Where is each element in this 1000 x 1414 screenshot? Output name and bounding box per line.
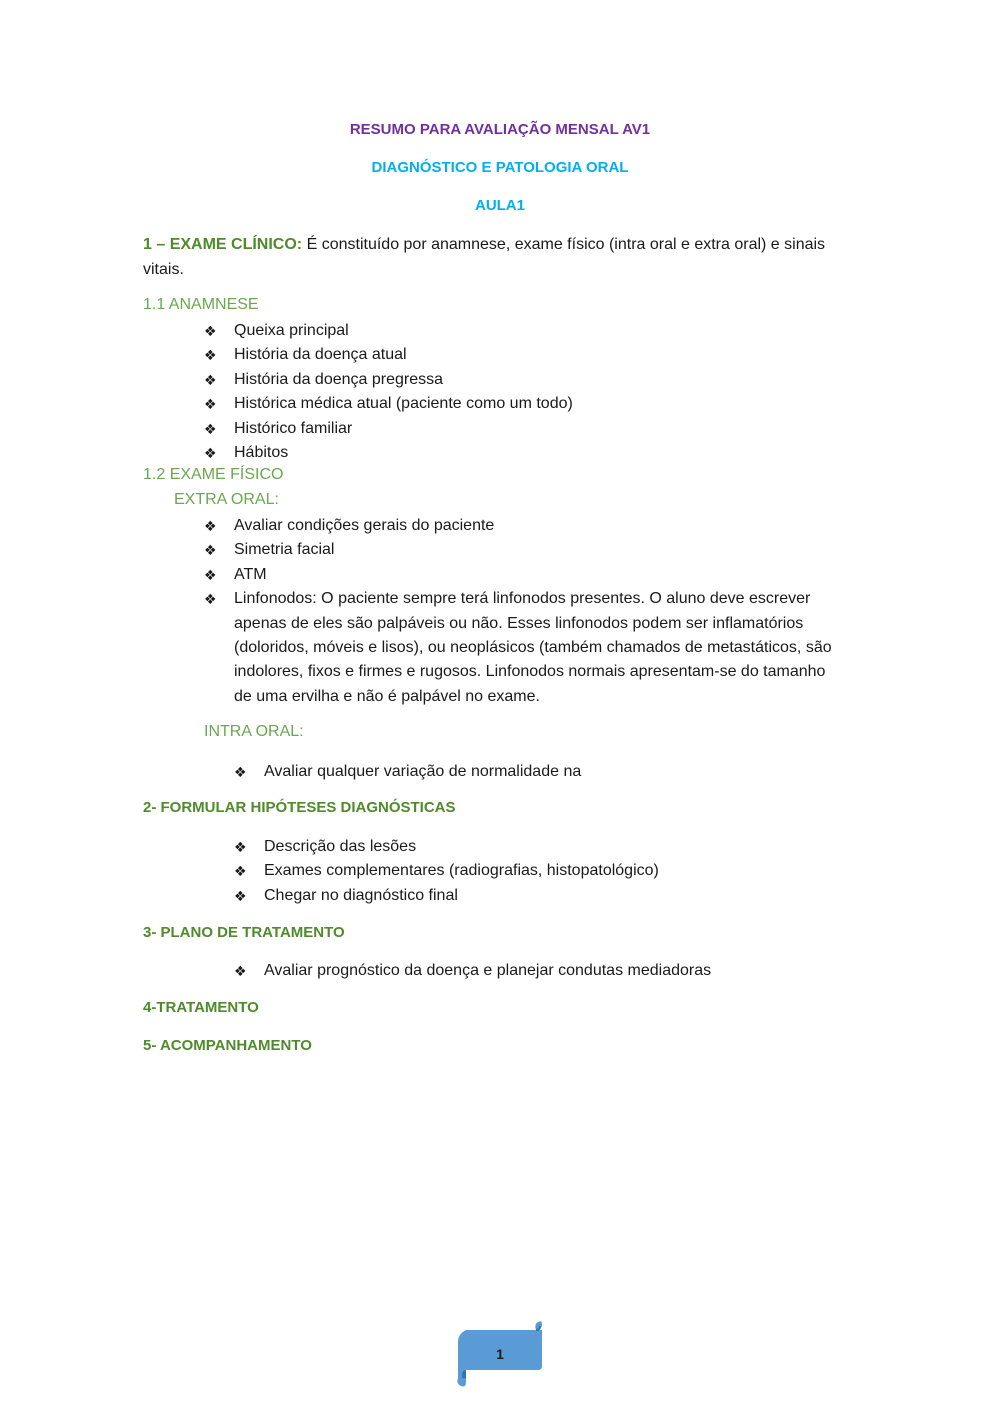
bullet-icon: ❖ [204, 518, 217, 534]
bullet-icon: ❖ [204, 445, 217, 462]
list-item: ❖ Simetria facial [204, 538, 844, 562]
list-item: ❖ Chegar no diagnóstico final [234, 884, 844, 908]
bullet-icon: ❖ [204, 396, 217, 413]
bullet-icon: ❖ [234, 764, 247, 780]
list-item: ❖ Histórico familiar [204, 417, 844, 441]
list-item: ❖ História da doença pregressa [204, 368, 844, 392]
section2-list [234, 835, 844, 908]
section2-heading: 2- FORMULAR HIPÓTESES DIAGNÓSTICAS [143, 799, 456, 816]
anamnese-list [204, 319, 844, 465]
list-item: ❖ Avaliar prognóstico da doença e planejar condutas mediadoras [234, 959, 844, 983]
bullet-icon: ❖ [204, 371, 217, 388]
section3-list [234, 959, 844, 983]
section5-heading: 5- ACOMPANHAMENTO [143, 1037, 312, 1054]
bullet-icon: ❖ [204, 566, 217, 583]
list-item: ❖ Avaliar condições gerais do paciente [204, 514, 844, 538]
section4-heading: 4-TRATAMENTO [143, 999, 259, 1016]
list-item: ❖ Linfonodos: O paciente sempre terá linfonodos presentes. O aluno deve escrever apenas de eles são palpáveis ou não. Esses linfonodos podem ser inflamatórios (doloridos, móveis e lisos), ou neoplásicos (também chamados de metastáticos, são indolores, fixos e firmes e rugosos. Linfonodos normais apresentam-se do tamanho de uma ervilha e não é palpável no exame. [204, 587, 844, 709]
bullet-icon: ❖ [204, 542, 217, 559]
list-item: ❖ Exames complementares (radiografias, histopatológico) [234, 859, 844, 883]
intra-oral-label: INTRA ORAL: [204, 723, 304, 740]
section1-heading: 1 – EXAME CLÍNICO: [143, 236, 303, 253]
bullet-icon: ❖ [234, 963, 247, 979]
page-number-badge [452, 1320, 548, 1388]
list-item: ❖ ATM [204, 563, 844, 587]
extra-oral-list [204, 514, 844, 709]
anamnese-heading: 1.1 ANAMNESE [143, 296, 259, 313]
exame-fisico-heading: 1.2 EXAME FÍSICO [143, 466, 284, 483]
list-item: ❖ História da doença atual [204, 343, 844, 367]
bullet-icon: ❖ [204, 347, 217, 364]
bullet-icon: ❖ [234, 839, 247, 855]
document-title: RESUMO PARA AVALIAÇÃO MENSAL AV1 [349, 121, 651, 138]
document-subtitle: DIAGNÓSTICO E PATOLOGIA ORAL [371, 159, 629, 176]
list-item: ❖ Queixa principal [204, 319, 844, 343]
list-item: ❖ Descrição das lesões [234, 835, 844, 859]
list-item: ❖ Avaliar qualquer variação de normalidade na [234, 760, 844, 784]
list-item: ❖ Histórica médica atual (paciente como um todo) [204, 392, 844, 416]
section3-heading: 3- PLANO DE TRATAMENTO [143, 924, 345, 941]
extra-oral-label: EXTRA ORAL: [174, 491, 279, 508]
page-number: 1 [496, 1346, 504, 1362]
section1-paragraph [143, 232, 858, 282]
bullet-icon: ❖ [204, 420, 217, 437]
bullet-icon: ❖ [234, 863, 247, 880]
bullet-icon: ❖ [204, 591, 217, 608]
list-item: ❖ Hábitos [204, 441, 844, 465]
lesson-title: AULA1 [474, 197, 525, 214]
bullet-icon: ❖ [204, 323, 217, 339]
section1-text: É constituído por anamnese, exame físico (intra oral e extra oral) e sinais vitais. [143, 236, 826, 278]
intra-oral-list [234, 760, 844, 784]
bullet-icon: ❖ [234, 887, 247, 904]
